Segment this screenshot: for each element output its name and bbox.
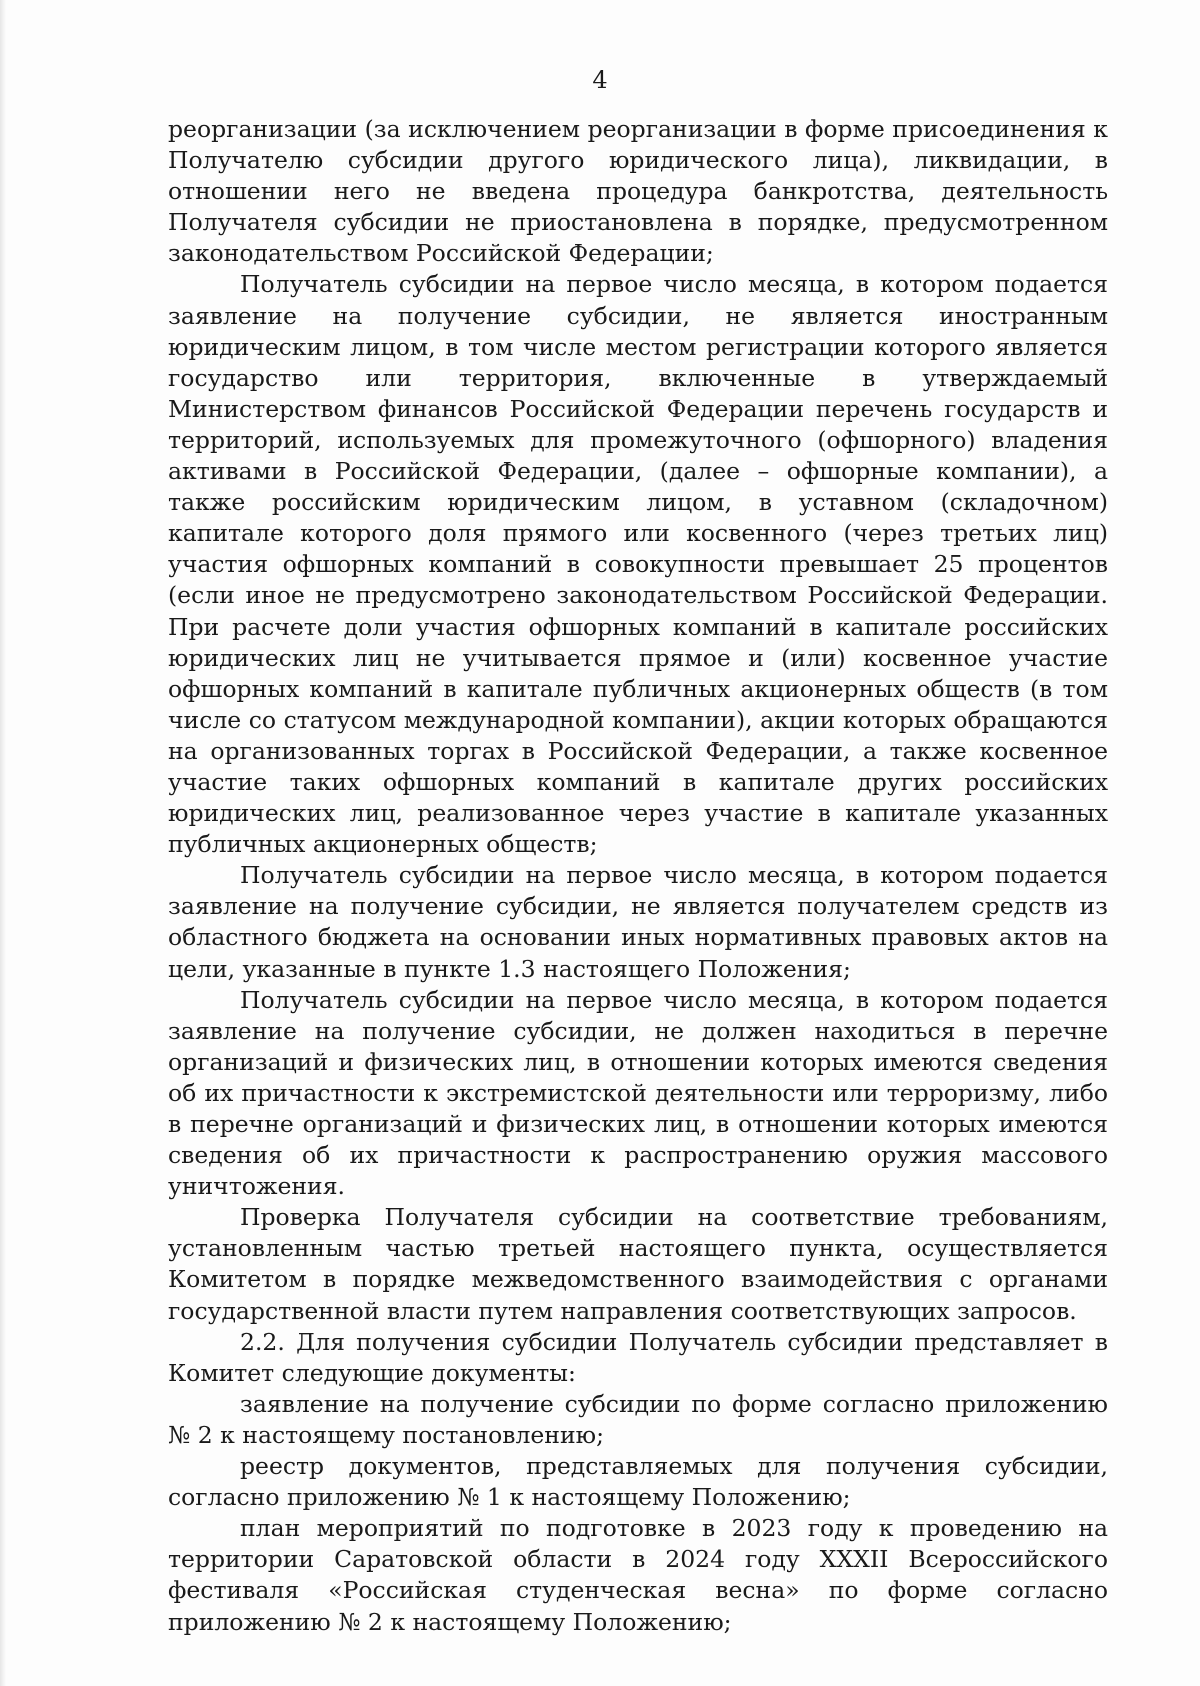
paragraph-4: Получатель субсидии на первое число месяца, в котором подается заявление на получение субсидии, не должен находиться в перечне организаций и физических лиц, в отношении которых имеются сведения об их причастности к экстремистской деятельности или терроризму, либо в перечне организаций и физических лиц, в отношении которых имеются сведения об их причастности к распространению оружия массового уничтожения. <box>168 985 1108 1201</box>
paragraph-5: Проверка Получателя субсидии на соответствие требованиям, установленным частью третьей настоящего пункта, осуществляется Комитетом в порядке межведомственного взаимодействия с органами государственной власти путем направления соответствующих запросов. <box>168 1203 1108 1325</box>
paragraph-3: Получатель субсидии на первое число месяца, в котором подается заявление на получение субсидии, не является получателем средств из областного бюджета на основании иных нормативных правовых актов на цели, указанные в пункте 1.3 настоящего Положения; <box>168 861 1108 983</box>
paragraph-7: заявление на получение субсидии по форме согласно приложению № 2 к настоящему постановлению; <box>168 1389 1108 1449</box>
paragraph-8: реестр документов, представляемых для получения субсидии, согласно приложению № 1 к настоящему Положению; <box>168 1452 1108 1512</box>
paragraph-6: 2.2. Для получения субсидии Получатель субсидии представляет в Комитет следующие документы: <box>168 1327 1108 1387</box>
page-number: 4 <box>592 66 608 94</box>
paragraph-2: Получатель субсидии на первое число месяца, в котором подается заявление на получение субсидии, не является иностранным юридическим лицом, в том числе местом регистрации которого является государство или территория, включенные в утверждаемый Министерством финансов Российской Федерации перечень государств и территорий, используемых для промежуточного (офшорного) владения активами в Российской Федерации, (далее – офшорные компании), а также российским юридическим лицом, в уставном (складочном) капитале которого доля прямого или косвенного (через третьих лиц) участия офшорных компаний в совокупности превышает 25 процентов (если иное не предусмотрено законодательством Российской Федерации. При расчете доли участия офшорных компаний в капитале российских юридических лиц не учитывается прямое и (или) косвенное участие офшорных компаний в капитале публичных акционерных обществ (в том числе со статусом международной компании), акции которых обращаются на организованных торгах в Российской Федерации, а также косвенное участие таких офшорных компаний в капитале других российских юридических лиц, реализованное через участие в капитале указанных публичных акционерных обществ; <box>168 270 1108 859</box>
paragraph-1: реорганизации (за исключением реорганизации в форме присоединения к Получателю субсидии другого юридического лица), ликвидации, в отношении него не введена процедура банкротства, деятельность Получателя субсидии не приостановлена в порядке, предусмотренном законодательством Российской Федерации; <box>168 115 1108 268</box>
scan-edge <box>0 0 6 1686</box>
paragraph-9: план мероприятий по подготовке в 2023 году к проведению на территории Саратовской области в 2024 году XXXII Всероссийского фестиваля «Российская студенческая весна» по форме согласно приложению № 2 к настоящему Положению; <box>168 1514 1108 1636</box>
document-body <box>168 114 1108 1638</box>
